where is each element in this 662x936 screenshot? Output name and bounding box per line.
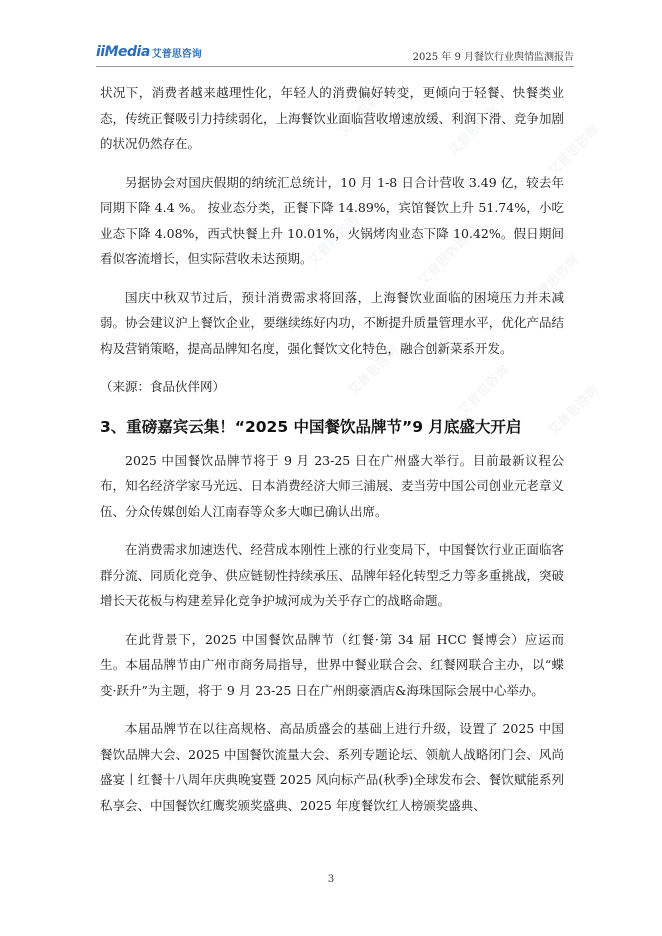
body-paragraph: 状况下，消费者越来越理性化，年轻人的消费偏好转变，更倾向于轻餐、快餐类业态，传统正餐吸引力持续弱化，上海餐饮业面临营收增速放缓、利润下滑、竞争加剧的状况仍然存在。 [100, 85, 564, 151]
watermark-text: 艾普思咨询 [335, 82, 393, 140]
brand-logo [96, 44, 202, 60]
body-paragraph: 在消费需求加速迭代、经营成本刚性上涨的行业变局下，中国餐饮行业正面临客群分流、同质化竞争、供应链韧性持续承压、品牌年轻化转型乏力等多重挑战，突破增长天花板与构建差异化竞争护城河成为关乎存亡的战略命题。 [100, 542, 564, 608]
body-paragraph: 本届品牌节在以往高规格、高品质盛会的基础上进行升级，设置了 2025 中国餐饮品牌大会、2025 中国餐饮流量大会、系列专题论坛、领航人战略闭门会、风尚盛宴丨红餐十八周年庆典晚宴暨 2025 风向标产品(秋季)全球发布会、餐饮赋能系列私享会、中国餐饮红鹰奖颁奖盛典、2025 年度餐饮红人榜颁奖盛典、 [100, 721, 564, 813]
report-title: 2025 年 9 月餐饮行业舆情监测报告 [412, 52, 574, 63]
body-paragraph: 2025 中国餐饮品牌节将于 9 月 23-25 日在广州盛大举行。目前最新议程公布，知名经济学家马光远、日本消费经济大师三浦展、麦当劳中国公司创业元老章义伍、分众传媒创始人江南春等众多大咖已确认出席。 [100, 452, 564, 519]
watermark-text: 艾普思咨询 [305, 212, 363, 270]
page-number: 3 [327, 874, 335, 885]
page-body [100, 80, 564, 831]
logo-mark: iiMedia [96, 44, 150, 60]
section-heading: 3、重磅嘉宾云集！“2025 中国餐饮品牌节”9 月底盛大开启 [100, 417, 522, 436]
body-paragraph: 国庆中秋双节过后，预计消费需求将回落，上海餐饮业面临的困境压力并未减弱。协会建议沪上餐饮企业，要继续练好内功，不断提升质量管理水平，优化产品结构及营销策略，提高品牌知名度，强化餐饮文化特色，融合创新菜系开发。 [100, 289, 564, 356]
watermark-text: 艾普思咨询 [415, 232, 473, 290]
source-note: （来源：食品伙伴网） [100, 379, 226, 394]
watermark-text: 艾普思咨询 [525, 252, 583, 310]
logo-text: 艾普思咨询 [151, 48, 202, 60]
watermark-text: 艾普思咨询 [345, 342, 403, 400]
watermark-text: 艾普思咨询 [545, 122, 603, 180]
page-header [96, 40, 574, 67]
body-paragraph: 另据协会对国庆假期的纳统汇总统计，10 月 1-8 日合计营收 3.49 亿，较去年同期下降 4.4 %。 按业态分类，正餐下降 14.89%，宾馆餐饮上升 51.74%，小吃业态下降 4.08%，西式快餐上升 10.01%，火锅烤肉业态下降 10.42%。假日期间看似客流增长，但实际营收未达预期。 [100, 174, 564, 266]
watermark-text: 艾普思咨询 [545, 382, 603, 440]
watermark-text: 艾普思咨询 [455, 362, 513, 420]
body-paragraph: 在此背景下，2025 中国餐饮品牌节（红餐·第 34 届 HCC 餐博会）应运而生。本届品牌节由广州市商务局指导，世界中餐业联合会、红餐网联合主办，以“蝶变·跃升”为主题，将于 9 月 23-25 日在广州朗豪酒店&海珠国际会展中心举办。 [100, 631, 564, 698]
watermark-text: 艾普思咨询 [445, 102, 503, 160]
